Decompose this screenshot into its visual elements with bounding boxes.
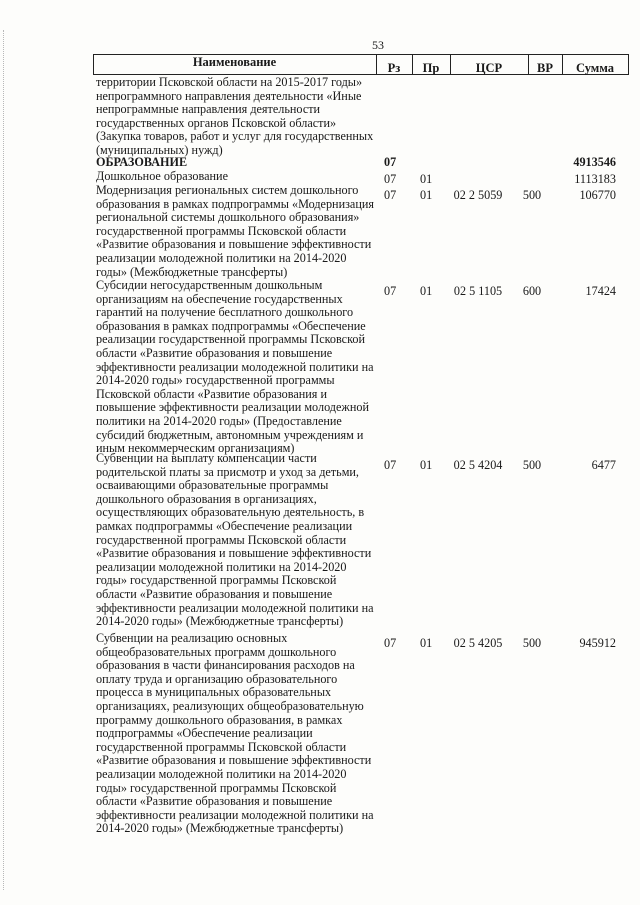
row-name <box>96 76 374 158</box>
page-number: 53 <box>372 38 384 52</box>
row-name-line: Псковской области «Развитие образования и <box>96 386 327 401</box>
cell-pr: 01 <box>420 458 433 472</box>
row-name-line: Модернизация региональных систем дошкольного <box>96 183 359 197</box>
cell-csr: 02 5 4204 <box>453 458 503 472</box>
row-name-line: (муниципальных) нужд) <box>96 142 223 157</box>
row-name-line: процесса в муниципальных образовательных <box>96 685 332 700</box>
row-name-line: ОБРАЗОВАНИЕ <box>96 155 188 169</box>
row-name-line: образования в рамках подпрограммы «Модернизация <box>96 196 374 211</box>
row-name-line: 2014-2020 годы» (Межбюджетные трансферты) <box>96 821 344 836</box>
cell-pr: 01 <box>420 188 433 202</box>
row-name-line: области «Развитие образования и повышение <box>96 794 333 809</box>
row-name <box>96 184 374 279</box>
cell-pr: 01 <box>420 284 433 298</box>
row-name <box>96 452 374 629</box>
row-name-line: реализации государственной программы Псковской <box>96 332 366 347</box>
row-name-line: 2014-2020 годы» государственной программы <box>96 373 335 388</box>
row-name-line: непрограммного направления деятельности «Иные <box>96 88 362 103</box>
scan-edge <box>3 30 4 890</box>
cell-sum: 4913546 <box>573 155 616 169</box>
row-name-line: государственных органов Псковской области» <box>96 115 337 130</box>
row-name-line: оплату труда и организацию образовательного <box>96 671 338 686</box>
row-name-line: осуществляющих образовательную деятельность, в <box>96 505 365 520</box>
cell-vr: 500 <box>522 188 542 202</box>
cell-rz: 07 <box>384 172 397 186</box>
cell-vr: 500 <box>522 458 542 472</box>
row-name-line: гарантий на получение бесплатного дошкольного <box>96 305 354 320</box>
row-name <box>96 632 374 836</box>
row-name-line: годы» (Межбюджетные трансферты) <box>96 264 288 279</box>
row-name-line: образования в части финансирования расходов на <box>96 658 355 673</box>
cell-rz: 07 <box>384 458 397 472</box>
row-name-line: рамках подпрограммы «Обеспечение реализации <box>96 518 353 533</box>
cell-sum: 945912 <box>579 636 616 650</box>
row-name-line: Субвенции на выплату компенсации части <box>96 451 317 465</box>
row-name-line: общеобразовательных программ дошкольного <box>96 644 337 659</box>
cell-pr: 01 <box>420 636 433 650</box>
row-name-line: повышение эффективности реализации молодежной <box>96 400 369 415</box>
row-name-line: организациях, реализующих общеобразовательную <box>96 698 364 713</box>
header-csr: ЦСР <box>475 61 503 75</box>
row-name-line: реализации молодежной политики на 2014-2020 <box>96 766 347 781</box>
row-name-line: региональной системы дошкольного образования» <box>96 210 360 225</box>
row-name-line: области «Развитие образования и повышение <box>96 345 333 360</box>
row-name-line: «Развитие образования и повышение эффективности <box>96 753 372 768</box>
row-name-line: «Развитие образования и повышение эффективности <box>96 237 372 252</box>
cell-pr: 01 <box>420 172 433 186</box>
cell-sum: 17424 <box>585 284 616 298</box>
row-name-line: государственной программы Псковской области <box>96 739 347 754</box>
row-name-line: непрограммные направления деятельности <box>96 102 321 117</box>
row-name-line: политики на 2014-2020 годы» (Предоставление <box>96 413 342 428</box>
row-name <box>96 156 374 170</box>
row-name-line: территории Псковской области на 2015-2017 годы» <box>96 75 363 89</box>
cell-sum: 106770 <box>579 188 616 202</box>
cell-rz: 07 <box>384 284 397 298</box>
row-name-line: Субвенции на реализацию основных <box>96 631 288 645</box>
cell-sum: 6477 <box>591 458 616 472</box>
cell-sum: 1113183 <box>574 172 616 186</box>
row-name-line: Субсидии негосударственным дошкольным <box>96 278 323 292</box>
row-name-line: годы» государственной программы Псковской <box>96 573 337 588</box>
cell-csr: 02 2 5059 <box>453 188 503 202</box>
row-name-line: государственной программы Псковской области <box>96 223 347 238</box>
row-name-line: иным некоммерческим организациям) <box>96 441 295 456</box>
table-header <box>93 54 629 75</box>
row-name-line: субсидий бюджетным, автономным учреждениям и <box>96 427 364 442</box>
cell-rz: 07 <box>384 188 397 202</box>
row-name-line: эффективности реализации молодежной политики на <box>96 359 374 374</box>
row-name-line: эффективности реализации молодежной политики на <box>96 600 374 615</box>
header-name: Наименование <box>192 55 277 69</box>
cell-csr: 02 5 1105 <box>453 284 503 298</box>
row-name-line: реализации молодежной политики на 2014-2020 <box>96 559 347 574</box>
row-name-line: Дошкольное образование <box>96 169 228 183</box>
header-pr: Пр <box>422 61 440 75</box>
row-name-line: области «Развитие образования и повышение <box>96 586 333 601</box>
row-name-line: государственной программы Псковской области <box>96 532 347 547</box>
row-name-line: осваивающими образовательные программы <box>96 478 329 493</box>
row-name-line: организациям на обеспечение государственных <box>96 291 343 306</box>
cell-rz: 07 <box>384 155 397 169</box>
header-vr: ВР <box>537 61 553 75</box>
row-name-line: реализации молодежной политики на 2014-2020 <box>96 250 347 265</box>
row-name-line: подпрограммы «Обеспечение реализации <box>96 726 313 741</box>
row-name-line: дошкольного образования в организациях, <box>96 491 317 506</box>
row-name-line: родительской платы за присмотр и уход за детьми, <box>96 464 359 479</box>
cell-csr: 02 5 4205 <box>453 636 503 650</box>
cell-vr: 500 <box>522 636 542 650</box>
cell-rz: 07 <box>384 636 397 650</box>
row-name <box>96 279 374 456</box>
row-name-line: программу дошкольного образования, в рамках <box>96 712 343 727</box>
row-name-line: эффективности реализации молодежной политики на <box>96 807 374 822</box>
row-name-line: годы» государственной программы Псковской <box>96 780 337 795</box>
header-sum: Сумма <box>576 61 614 75</box>
row-name-line: «Развитие образования и повышение эффективности <box>96 546 372 561</box>
row-name <box>96 170 374 184</box>
row-name-line: (Закупка товаров, работ и услуг для государственных <box>96 129 374 144</box>
row-name-line: образования в рамках подпрограммы «Обеспечение <box>96 318 366 333</box>
row-name-line: 2014-2020 годы» (Межбюджетные трансферты) <box>96 614 344 629</box>
header-rz: Рз <box>387 61 401 75</box>
cell-vr: 600 <box>522 284 542 298</box>
